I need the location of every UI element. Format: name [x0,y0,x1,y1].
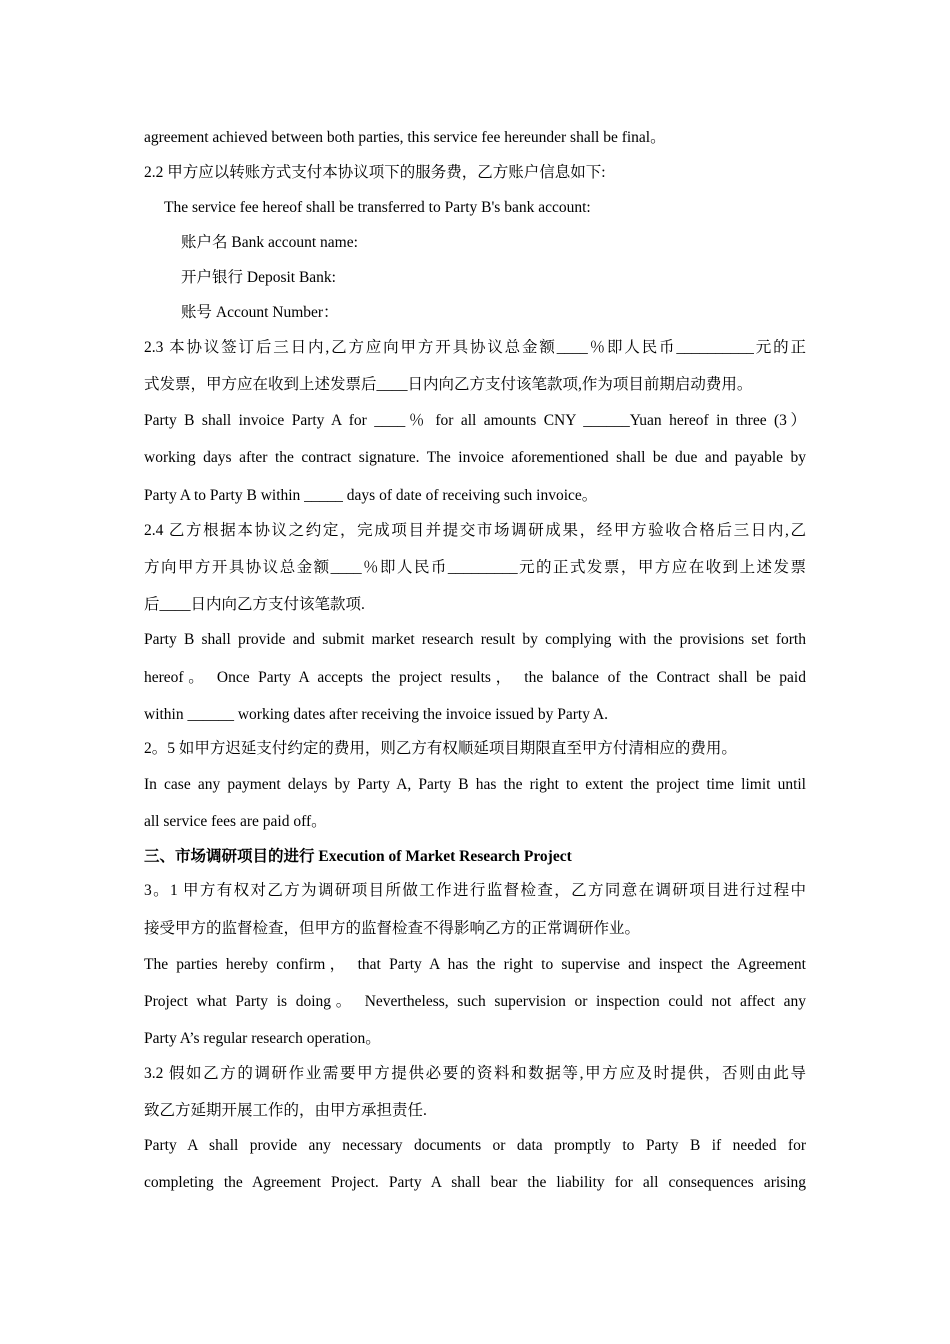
text-line: Party A to Party B within _____ days of date of receiving such invoice。 [144,487,598,504]
text-line: 致乙方延期开展工作的，由甲方承担责任. [144,1102,427,1119]
clause-2-4-heading: 2.4 乙方根据本协议之约定，完成项目并提交市场调研成果，经甲方验收合格后三日内,乙 [144,522,806,539]
text-line: agreement achieved between both parties, this service fee hereunder shall be final。 [144,129,666,146]
text-line: 后____日内向乙方支付该笔款项. [144,596,365,613]
deposit-bank-field: 开户银行 Deposit Bank: [181,269,336,286]
text-line: Party B shall invoice Party A for ____％ for all amounts CNY ______Yuan hereof in three (3） [144,412,806,429]
text-line: working days after the contract signature. The invoice aforementioned shall be due and payable by [144,449,806,466]
clause-2-3-heading: 2.3 本协议签订后三日内,乙方应向甲方开具协议总金额____％即人民币__________元的正 [144,339,806,356]
text-line: completing the Agreement Project. Party A shall bear the liability for all consequences arising [144,1174,806,1191]
text-line: 方向甲方开具协议总金额____％即人民币_________元的正式发票，甲方应在收到上述发票 [144,559,806,576]
text-line: Party A shall provide any necessary documents or data promptly to Party B if needed for [144,1137,806,1154]
text-line: 式发票，甲方应在收到上述发票后____日内向乙方支付该笔款项,作为项目前期启动费用。 [144,376,753,393]
bank-account-name-field: 账户名 Bank account name: [181,234,358,251]
clause-3-2-heading: 3.2 假如乙方的调研作业需要甲方提供必要的资料和数据等,甲方应及时提供，否则由此导 [144,1065,806,1082]
text-line: Party B shall provide and submit market research result by complying with the provisions set forth [144,631,806,648]
text-line: all service fees are paid off。 [144,813,327,830]
text-line: In case any payment delays by Party A, Party B has the right to extent the project time limit until [144,776,806,793]
text-line: 接受甲方的监督检查，但甲方的监督检查不得影响乙方的正常调研作业。 [144,920,641,937]
clause-2-5-heading: 2。5 如甲方迟延支付约定的费用，则乙方有权顺延项目期限直至甲方付清相应的费用。 [144,740,737,757]
text-line: The service fee hereof shall be transferred to Party B's bank account: [164,199,591,216]
clause-2-2-heading: 2.2 甲方应以转账方式支付本协议项下的服务费，乙方账户信息如下: [144,164,606,181]
text-line: within ______ working dates after receiving the invoice issued by Party A. [144,706,609,723]
text-line: Project what Party is doing。 Nevertheless, such supervision or inspection could not affect any [144,993,806,1010]
account-number-field: 账号 Account Number： [181,304,339,321]
text-line: The parties hereby confirm， that Party A has the right to supervise and inspect the Agreement [144,956,806,973]
clause-3-1-heading: 3。1 甲方有权对乙方为调研项目所做工作进行监督检查，乙方同意在调研项目进行过程中 [144,882,806,899]
section-3-heading: 三、市场调研项目的进行 Execution of Market Research Project [144,848,572,865]
text-line: Party A’s regular research operation。 [144,1030,381,1047]
text-line: hereof。 Once Party A accepts the project results， the balance of the Contract shall be paid [144,669,806,686]
